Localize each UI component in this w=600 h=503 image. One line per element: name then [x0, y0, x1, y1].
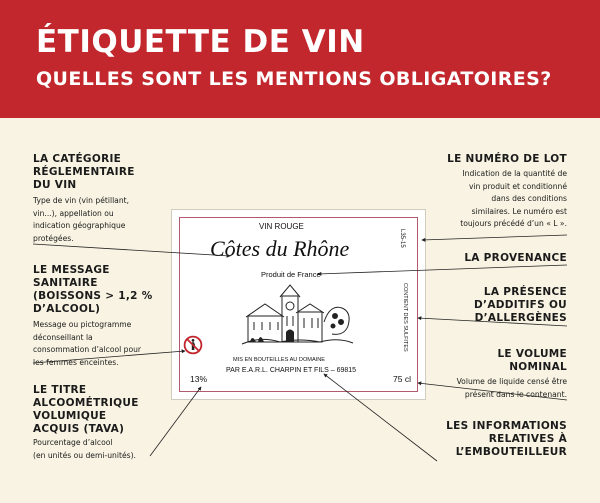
annotation-desc: Pourcentage d’alcool (en unités ou demi-unités). [33, 438, 136, 460]
wine-volume: 75 cl [393, 374, 411, 384]
wine-lot-number: L35-15 [399, 229, 405, 248]
connector-categorie [33, 244, 230, 256]
annotation-title: LES INFORMATIONS RELATIVES À L’EMBOUTEILLEUR [446, 420, 567, 458]
annotation-title: LE TITRE ALCOOMÉTRIQUE VOLUMIQUE ACQUIS (TAVA) [33, 384, 139, 435]
connector-titre [150, 387, 201, 456]
annotation-desc: Volume de liquide censé être présent dans le contenant. [456, 377, 567, 399]
page-subtitle: QUELLES SONT LES MENTIONS OBLIGATOIRES? [36, 68, 552, 90]
wine-contains-sulfites: CONTIENT DES SULFITES [402, 283, 408, 352]
annotation-title: LA CATÉGORIE RÉGLEMENTAIRE DU VIN [33, 153, 135, 191]
wine-abv: 13% [190, 374, 208, 384]
annotation-title: LE MESSAGE SANITAIRE (BOISSONS > 1,2 % D’ALCOOL) [33, 264, 153, 315]
connector-embouteilleur [324, 374, 437, 461]
wine-category: VIN ROUGE [259, 222, 304, 231]
annotation-desc: Message ou pictogramme déconseillant la consommation d’alcool pour les femmes enceintes. [33, 320, 142, 367]
wine-origin: Produit de France [261, 270, 321, 279]
wine-bottler-line2: PAR E.A.R.L. CHARPIN ET FILS – 69815 [226, 367, 357, 374]
page-title: ÉTIQUETTE DE VIN [36, 24, 365, 60]
wine-bottler-line1: MIS EN BOUTEILLES AU DOMAINE [233, 357, 326, 363]
annotation-title: LE VOLUME NOMINAL [497, 348, 567, 373]
connector-lot [422, 235, 567, 240]
annotation-title: LA PRÉSENCE D’ADDITIFS OU D’ALLERGÈNES [474, 286, 567, 324]
annotation-title: LA PROVENANCE [464, 252, 567, 264]
connector-presence [418, 318, 567, 326]
connector-provenance [318, 265, 567, 274]
connector-sanitaire [33, 351, 185, 363]
annotation-desc: Type de vin (vin pétillant, vin...), appellation ou indication géographique protégées. [33, 196, 130, 243]
annotation-title: LE NUMÉRO DE LOT [447, 153, 567, 165]
annotation-desc: Indication de la quantité de vin produit et conditionné dans des conditions similaires. Le numéro est toujours précédé d’un « L ». [460, 169, 567, 228]
wine-name: Côtes du Rhône [210, 236, 350, 261]
connector-volume [418, 383, 567, 400]
